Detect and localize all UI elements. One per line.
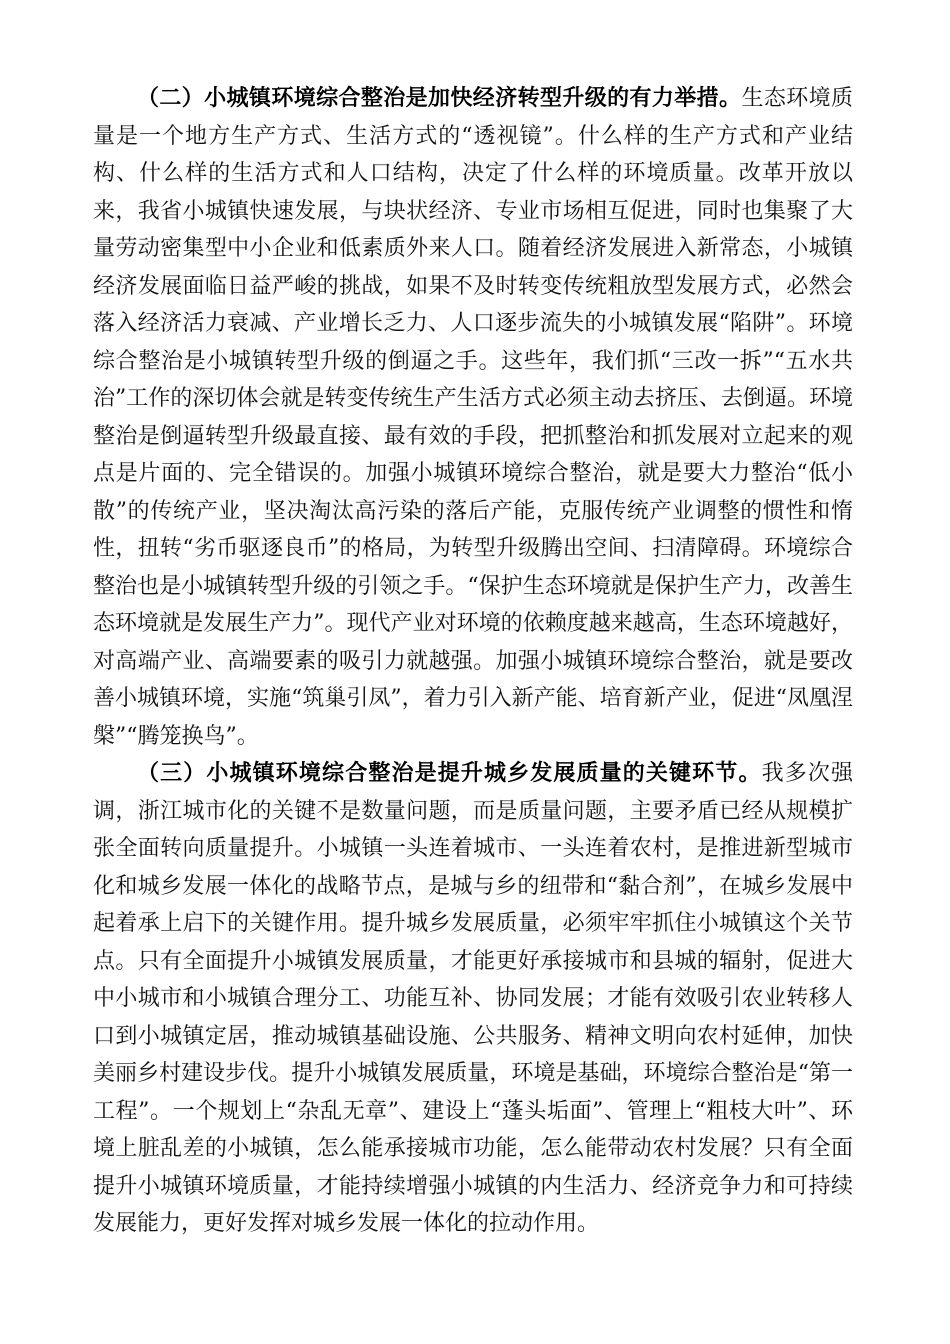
section-heading: （三）小城镇环境综合整治是提升城乡发展质量的关键环节。: [137, 761, 762, 786]
paragraph-text: 生态环境质量是一个地方生产方式、生活方式的“透视镜”。什么样的生产方式和产业结构、什么样的生活方式和人口结构，决定了什么样的环境质量。改革开放以来，我省小城镇快速发展，与块状经济、专业市场相互促进，同时也集聚了大量劳动密集型中小企业和低素质外来人口。随着经济发展进入新常态，小城镇经济发展面临日益严峻的挑战，如果不及时转变传统粗放型发展方式，必然会落入经济活力衰减、产业增长乏力、人口逐步流失的小城镇发展“陷阱”。环境综合整治是小城镇转型升级的倒逼之手。这些年，我们抓“三改一拆”“五水共治”工作的深切体会就是转变传统生产生活方式必须主动去挤压、去倒逼。环境整治是倒逼转型升级最直接、最有效的手段，把抓整治和抓发展对立起来的观点是片面的、完全错误的。加强小城镇环境综合整治，就是要大力整治“低小散”的传统产业，坚决淘汰高污染的落后产能，克服传统产业调整的惯性和惰性，扭转“劣币驱逐良币”的格局，为转型升级腾出空间、扫清障碍。环境综合整治也是小城镇转型升级的引领之手。“保护生态环境就是保护生产力，改善生态环境就是发展生产力”。现代产业对环境的依赖度越来越高，生态环境越好，对高端产业、高端要素的吸引力就越强。加强小城镇环境综合整治，就是要改善小城镇环境，实施“筑巢引凤”，着力引入新产能、培育新产业，促进“凤凰涅槃”“腾笼换鸟”。: [93, 86, 853, 749]
paragraph-text: 我多次强调，浙江城市化的关键不是数量问题，而是质量问题，主要矛盾已经从规模扩张全面转向质量提升。小城镇一头连着城市、一头连着农村，是推进新型城市化和城乡发展一体化的战略节点，是城与乡的纽带和“黏合剂”，在城乡发展中起着承上启下的关键作用。提升城乡发展质量，必须牢牢抓住小城镇这个关节点。只有全面提升小城镇发展质量，才能更好承接城市和县城的辐射，促进大中小城市和小城镇合理分工、功能互补、协同发展；才能有效吸引农业转移人口到小城镇定居，推动城镇基础设施、公共服务、精神文明向农村延伸，加快美丽乡村建设步伐。提升小城镇发展质量，环境是基础，环境综合整治是“第一工程”。一个规划上“杂乱无章”、建设上“蓬头垢面”、管理上“粗枝大叶”、环境上脏乱差的小城镇，怎么能承接城市功能，怎么能带动农村发展？只有全面提升小城镇环境质量，才能持续增强小城镇的内生活力、经济竞争力和可持续发展能力，更好发挥对城乡发展一体化的拉动作用。: [93, 761, 853, 1236]
paragraph-section-3: [93, 755, 853, 1243]
section-heading: （二）小城镇环境综合整治是加快经济转型升级的有力举措。: [137, 86, 742, 111]
paragraph-section-2: [93, 80, 853, 755]
document-body: [93, 80, 853, 1243]
